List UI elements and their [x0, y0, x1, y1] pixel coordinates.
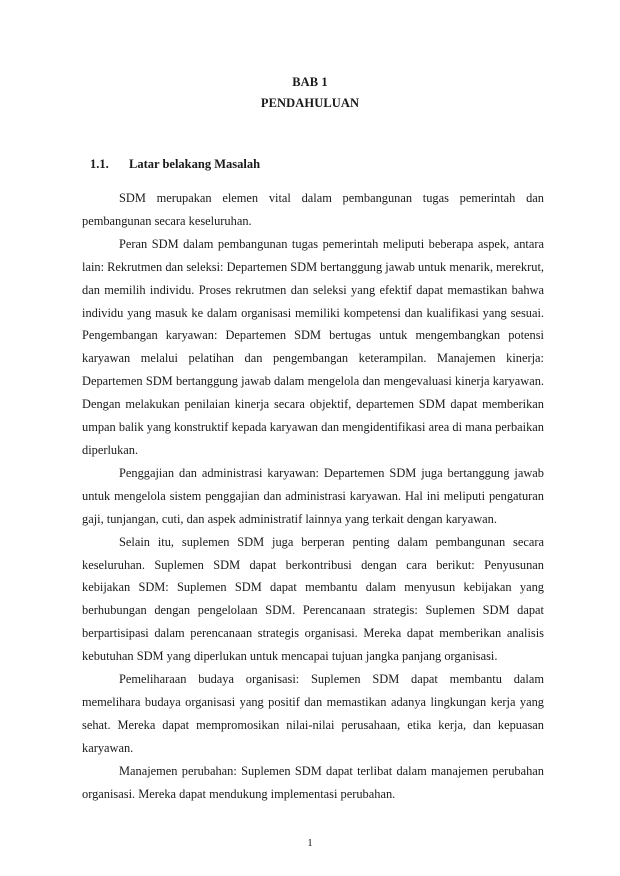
paragraph: Selain itu, suplemen SDM juga berperan penting dalam pembangunan secara keseluruhan. Suplemen SDM dapat berkontribusi dengan cara berikut: Penyusunan kebijakan SDM: Suplemen SDM dapat membantu dalam menyusun kebijakan yang berhubungan dengan pengelolaan SDM. Perencanaan strategis: Suplemen SDM dapat berpartisipasi dalam perencanaan strategis organisasi. Mereka dapat memberikan analisis kebutuhan SDM yang diperlukan untuk mencapai tujuan jangka panjang organisasi.	[82, 534, 544, 664]
section-number: 1.1.	[90, 157, 109, 171]
page-number: 1	[307, 837, 313, 849]
paragraph: Pemeliharaan budaya organisasi: Suplemen SDM dapat membantu dalam memelihara budaya organisasi yang positif dan memastikan adanya lingkungan kerja yang sehat. Mereka dapat mempromosikan nilai-nilai perusahaan, etika kerja, dan kepuasan karyawan.	[82, 672, 544, 755]
paragraph: Manajemen perubahan: Suplemen SDM dapat terlibat dalam manajemen perubahan organisasi. Mereka dapat mendukung implementasi perubahan.	[82, 763, 544, 801]
paragraph: Peran SDM dalam pembangunan tugas pemerintah meliputi beberapa aspek, antara lain: Rekrutmen dan seleksi: Departemen SDM bertanggung jawab untuk menarik, merekrut, dan memilih individu. Proses rekrutmen dan seleksi yang efektif dapat memastikan bahwa individu yang masuk ke dalam organisasi memiliki kompetensi dan kualifikasi yang sesuai. Pengembangan karyawan: Departemen SDM bertugas untuk mengembangkan potensi karyawan melalui pelatihan dan pengembangan keterampilan. Manajemen kinerja: Departemen SDM bertanggung jawab dalam mengelola dan mengevaluasi kinerja karyawan. Dengan melakukan penilaian kinerja secara objektif, departemen SDM dapat memberikan umpan balik yang konstruktif kepada karyawan dan mengidentifikasi area di mana perbaikan diperlukan.	[82, 236, 544, 457]
paragraph: Penggajian dan administrasi karyawan: Departemen SDM juga bertanggung jawab untuk mengelola sistem penggajian dan administrasi karyawan. Hal ini meliputi pengaturan gaji, tunjangan, cuti, dan aspek administratif lainnya yang terkait dengan karyawan.	[82, 465, 544, 526]
section-heading	[90, 157, 260, 172]
paragraph: SDM merupakan elemen vital dalam pembangunan tugas pemerintah dan pembangunan secara keseluruhan.	[82, 191, 544, 228]
chapter-title: PENDAHULUAN	[260, 96, 360, 110]
chapter-number: BAB 1	[292, 75, 328, 89]
section-title: Latar belakang Masalah	[129, 157, 261, 171]
body-text	[82, 187, 544, 805]
